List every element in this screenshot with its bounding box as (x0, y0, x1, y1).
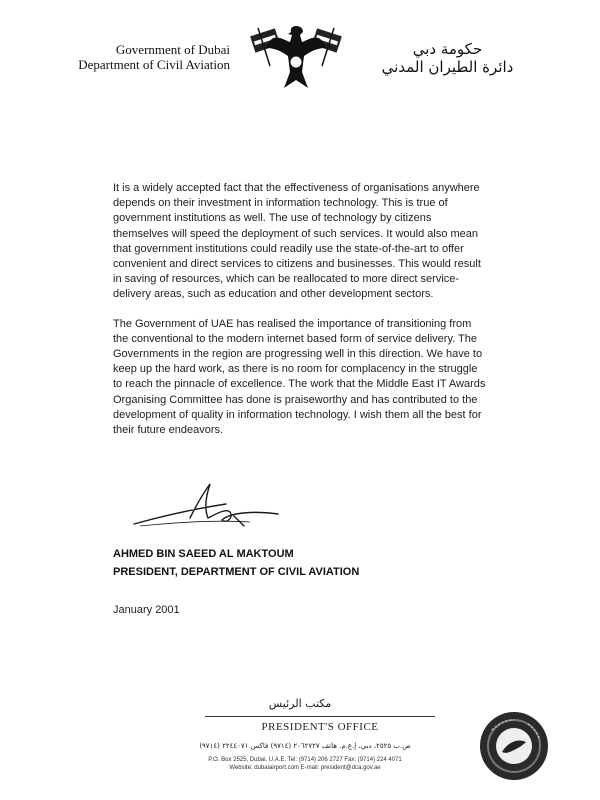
department-name-arabic: دائرة الطيران المدني (381, 58, 514, 76)
paragraph-1: It is a widely accepted fact that the effectiveness of organisations anywhere depends on their investment in information technology. This is true of government institutions as well. The use of technology by citizens themselves will speed the deployment of such services. It would also mean that government institutions could readily use the state-of-the-art to offer convenient and direct services to citizens and businesses. This would result in saving of resources, which can be reallocated to more direct service-delivery areas, such as education and other development sectors. (113, 182, 481, 301)
paragraph-2: The Government of UAE has realised the importance of transitioning from the conventional to the modern internet based form of service delivery. The Governments in the region are progressing well in this direction. We have to keep up the hard work, as there is no room for complacency in the struggle to reach the pinnacle of excellence. The work that the Middle East IT Awards Organising Committee has done is praiseworthy and has contributed to the development of quality in information technology. I wish them all the best for their future endeavors. (113, 317, 486, 437)
footer-address: P.O. Box 2525, Dubai, U.A.E. Tel: (9714) 206 2727 Fax: (9714) 224 4071 (208, 757, 402, 763)
official-seal-icon (478, 708, 550, 784)
signer-title: PRESIDENT, DEPARTMENT OF CIVIL AVIATION (113, 566, 360, 578)
footer-contact (170, 756, 440, 772)
footer-office-arabic: مكتب الرئيس (268, 697, 332, 710)
signer-block (113, 545, 359, 581)
government-name: Government of Dubai (115, 42, 230, 57)
footer-web-email: Website: dubaiairport.com E-mail: president@dca.gov.ae (229, 765, 381, 771)
falcon-emblem-icon (248, 18, 344, 98)
footer-office: PRESIDENT'S OFFICE (261, 721, 379, 733)
footer-contact-arabic: ص.ب ٢٥٢٥، دبي، إ.ع.م. هاتف ٢٠٦٢٧٢٧ (٩٧١٤) فاكس ٢٢٤٤٠٧١ (٩٧١٤) (199, 742, 411, 750)
handwritten-signature (130, 478, 290, 536)
letter-date: January 2001 (113, 604, 180, 616)
department-name: Department of Civil Aviation (78, 57, 230, 72)
government-name-arabic: حكومة دبي (412, 40, 483, 58)
letterhead-arabic (340, 40, 555, 76)
signer-name: AHMED BIN SAEED AL MAKTOUM (113, 548, 294, 560)
footer-divider (205, 716, 435, 717)
letter-body (113, 181, 488, 452)
letterhead-english (40, 42, 230, 72)
